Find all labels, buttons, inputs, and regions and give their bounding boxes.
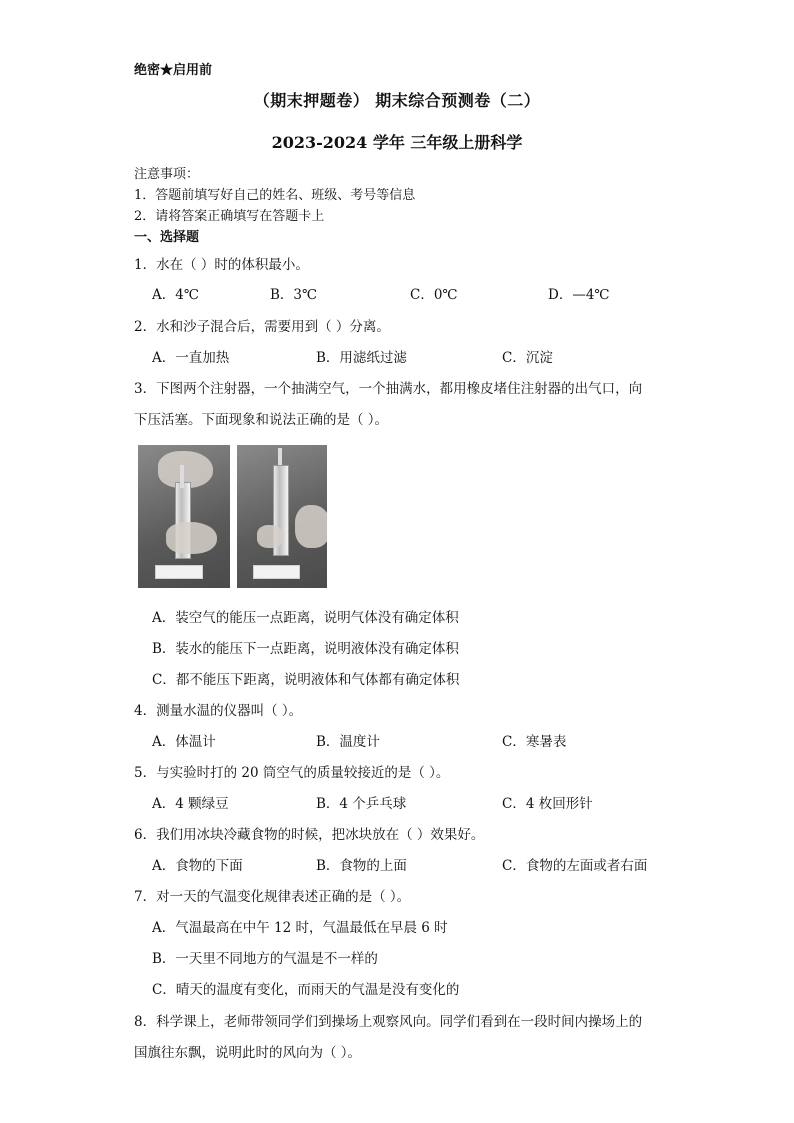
option: A．一直加热 [152,350,230,366]
syringe-water-photo [237,445,327,588]
note-item: 2．请将答案正确填写在答题卡上 [134,209,325,224]
option: C．沉淀 [502,350,553,366]
option: B．温度计 [316,734,380,750]
option: A．4℃ [152,287,199,303]
option: B．用滤纸过滤 [316,350,407,366]
question-stem: 2．水和沙子混合后，需要用到（ ）分离。 [134,319,390,335]
option: B．食物的上面 [316,858,407,874]
notes-heading: 注意事项： [134,167,200,182]
option: B．4 个乒乓球 [316,796,407,812]
question-stem: 6．我们用冰块冷藏食物的时候，把冰块放在（ ）效果好。 [134,827,485,843]
question-stem: 5．与实验时打的 20 筒空气的质量较接近的是（ ）。 [134,765,450,781]
option: A．4 颗绿豆 [152,796,229,812]
syringe-air-photo [138,445,230,588]
note-item: 1．答题前填写好自己的姓名、班级、考号等信息 [134,188,416,203]
question-stem: 8．科学课上，老师带领同学们到操场上观察风向。同学们看到在一段时间内操场上的 [134,1014,643,1030]
page-subtitle: 2023-2024 学年 三年级上册科学 [271,133,523,152]
page-title: （期末押题卷） 期末综合预测卷（二） [253,91,541,110]
option: C．食物的左面或者右面 [502,858,648,874]
question-stem: 4．测量水温的仪器叫（ ）。 [134,703,303,719]
option: C．0℃ [410,287,458,303]
question-stem-continued: 国旗往东飘，说明此时的风向为（ ）。 [134,1045,362,1061]
question-stem-continued: 下压活塞。下面现象和说法正确的是（ ）。 [134,412,389,428]
question-stem: 1．水在（ ）时的体积最小。 [134,257,309,273]
option: A．气温最高在中午 12 时，气温最低在早晨 6 时 [152,920,448,936]
option: C．4 枚回形针 [502,796,593,812]
secret-label: 绝密★启用前 [134,63,213,78]
option: A．装空气的能压一点距离，说明气体没有确定体积 [152,610,459,626]
section-title: 一、选择题 [134,230,200,245]
option: D．—4℃ [548,287,610,303]
option: B．一天里不同地方的气温是不一样的 [152,951,378,967]
option: C．寒暑表 [502,734,567,750]
option: C．都不能压下距离，说明液体和气体都有确定体积 [152,672,460,688]
question-stem: 3．下图两个注射器，一个抽满空气，一个抽满水，都用橡皮堵住注射器的出气口，向 [134,381,643,397]
option: A．食物的下面 [152,858,243,874]
option: B．3℃ [270,287,318,303]
option: A．体温计 [152,734,216,750]
question-stem: 7．对一天的气温变化规律表述正确的是（ ）。 [134,889,411,905]
option: B．装水的能压下一点距离，说明液体没有确定体积 [152,641,459,657]
option: C．晴天的温度有变化，而雨天的气温是没有变化的 [152,982,460,998]
